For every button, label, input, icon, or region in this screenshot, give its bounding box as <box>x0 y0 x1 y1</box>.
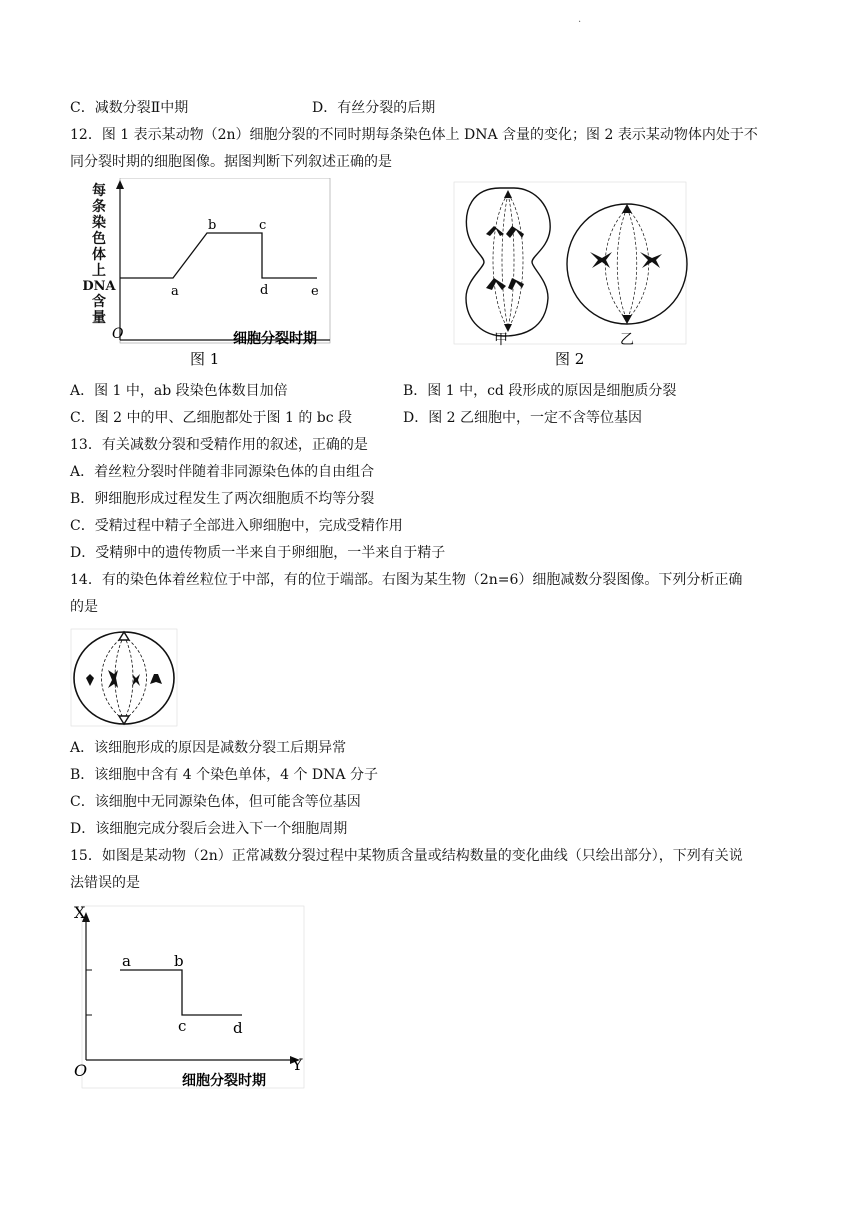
q12-figure2 <box>452 180 692 372</box>
q15-figure <box>70 898 310 1093</box>
figure1-point-e: e <box>311 284 319 299</box>
fig1-ylabel-char: 条 <box>92 199 106 215</box>
figure2-caption: 图 2 <box>555 350 585 368</box>
fig1-ylabel-char: 每 <box>92 183 106 199</box>
q12-stem-line1: 12．图 1 表示某动物（2n）细胞分裂的不同时期每条染色体上 DNA 含量的变化；图 2 表示某动物体内处于不 <box>70 127 758 143</box>
fig1-ylabel-char: 色 <box>92 231 106 247</box>
q14-option-d: D．该细胞完成分裂后会进入下一个细胞周期 <box>70 821 348 837</box>
figure1-curve <box>120 233 317 278</box>
q15-point-d: d <box>233 1019 243 1037</box>
figure1-frame <box>120 178 330 343</box>
q15-stem-line2: 法错误的是 <box>70 875 140 891</box>
q14-option-b: B．该细胞中含有 4 个染色单体，4 个 DNA 分子 <box>70 767 378 783</box>
figure1-y-label <box>82 182 116 326</box>
cell-jia <box>466 188 550 336</box>
q12-option-a: A．图 1 中，ab 段染色体数目加倍 <box>70 383 288 399</box>
q15-y-axis-label: X <box>74 903 86 922</box>
q15-x-label: 细胞分裂时期 <box>182 1073 266 1089</box>
fig1-ylabel-char: 体 <box>92 247 106 263</box>
q15-origin: O <box>74 1061 88 1080</box>
fig1-ylabel-char: 含 <box>92 294 106 310</box>
figure1-point-c: c <box>259 218 267 233</box>
q15-point-b: b <box>174 952 184 970</box>
q15-y-letter <box>290 1052 310 1076</box>
q14-stem-line1: 14．有的染色体着丝粒位于中部，有的位于端部。右图为某生物（2n=6）细胞减数分裂图像。下列分析正确 <box>70 572 743 588</box>
fig1-ylabel-char: 量 <box>92 310 106 326</box>
q15-point-c: c <box>178 1017 187 1035</box>
cell-yi <box>567 204 687 324</box>
q15-stem-line1: 15．如图是某动物（2n）正常减数分裂过程中某物质含量或结构数量的变化曲线（只绘出部分），下列有关说 <box>70 848 743 864</box>
fig1-ylabel-char: DNA <box>82 279 116 294</box>
fig1-ylabel-char: 上 <box>92 263 106 279</box>
q14-stem-line2: 的是 <box>70 599 98 615</box>
figure1-y-arrow <box>116 180 124 189</box>
q15-x-axis-letter: Y <box>292 1055 303 1074</box>
figure1-caption: 图 1 <box>190 350 220 368</box>
q14-option-a: A．该细胞形成的原因是减数分裂工后期异常 <box>70 740 347 756</box>
q13-stem: 13．有关减数分裂和受精作用的叙述，正确的是 <box>70 437 368 453</box>
q14-chromosomes <box>86 670 162 688</box>
q12-figure1 <box>80 178 340 373</box>
q12-option-b: B．图 1 中，cd 段形成的原因是细胞质分裂 <box>403 383 677 399</box>
figure1-point-a: a <box>171 284 179 299</box>
q14-option-c: C．该细胞中无同源染色体，但可能含等位基因 <box>70 794 361 810</box>
fig1-ylabel-char: 染 <box>92 215 106 231</box>
q15-point-a: a <box>122 952 131 970</box>
q13-option-d: D．受精卵中的遗传物质一半来自于卵细胞，一半来自于精子 <box>70 545 446 561</box>
cell-jia-label: 甲 <box>494 332 508 348</box>
q13-option-c: C．受精过程中精子全部进入卵细胞中，完成受精作用 <box>70 518 403 534</box>
q14-cell-figure <box>70 628 180 728</box>
figure1-x-label: 细胞分裂时期 <box>233 331 317 347</box>
q13-option-a: A．着丝粒分裂时伴随着非同源染色体的自由组合 <box>70 464 375 480</box>
q12-stem-line2: 同分裂时期的细胞图像。据图判断下列叙述正确的是 <box>70 154 392 170</box>
q15-curve <box>120 970 242 1015</box>
header-mark: . <box>578 14 582 25</box>
q12-option-c: C．图 2 中的甲、乙细胞都处于图 1 的 bc 段 <box>70 410 353 426</box>
q13-option-b: B．卵细胞形成过程发生了两次细胞质不均等分裂 <box>70 491 375 507</box>
figure1-point-b: b <box>208 218 217 233</box>
q11-option-d: D．有丝分裂的后期 <box>312 100 436 116</box>
q12-option-d: D．图 2 乙细胞中，一定不含等位基因 <box>403 410 643 426</box>
cell-yi-label: 乙 <box>620 332 634 348</box>
cell-yi-chromosomes <box>590 204 662 324</box>
figure1-point-d: d <box>260 283 269 298</box>
figure1-origin: O <box>112 326 124 342</box>
q11-option-c: C．减数分裂Ⅱ中期 <box>70 100 189 116</box>
